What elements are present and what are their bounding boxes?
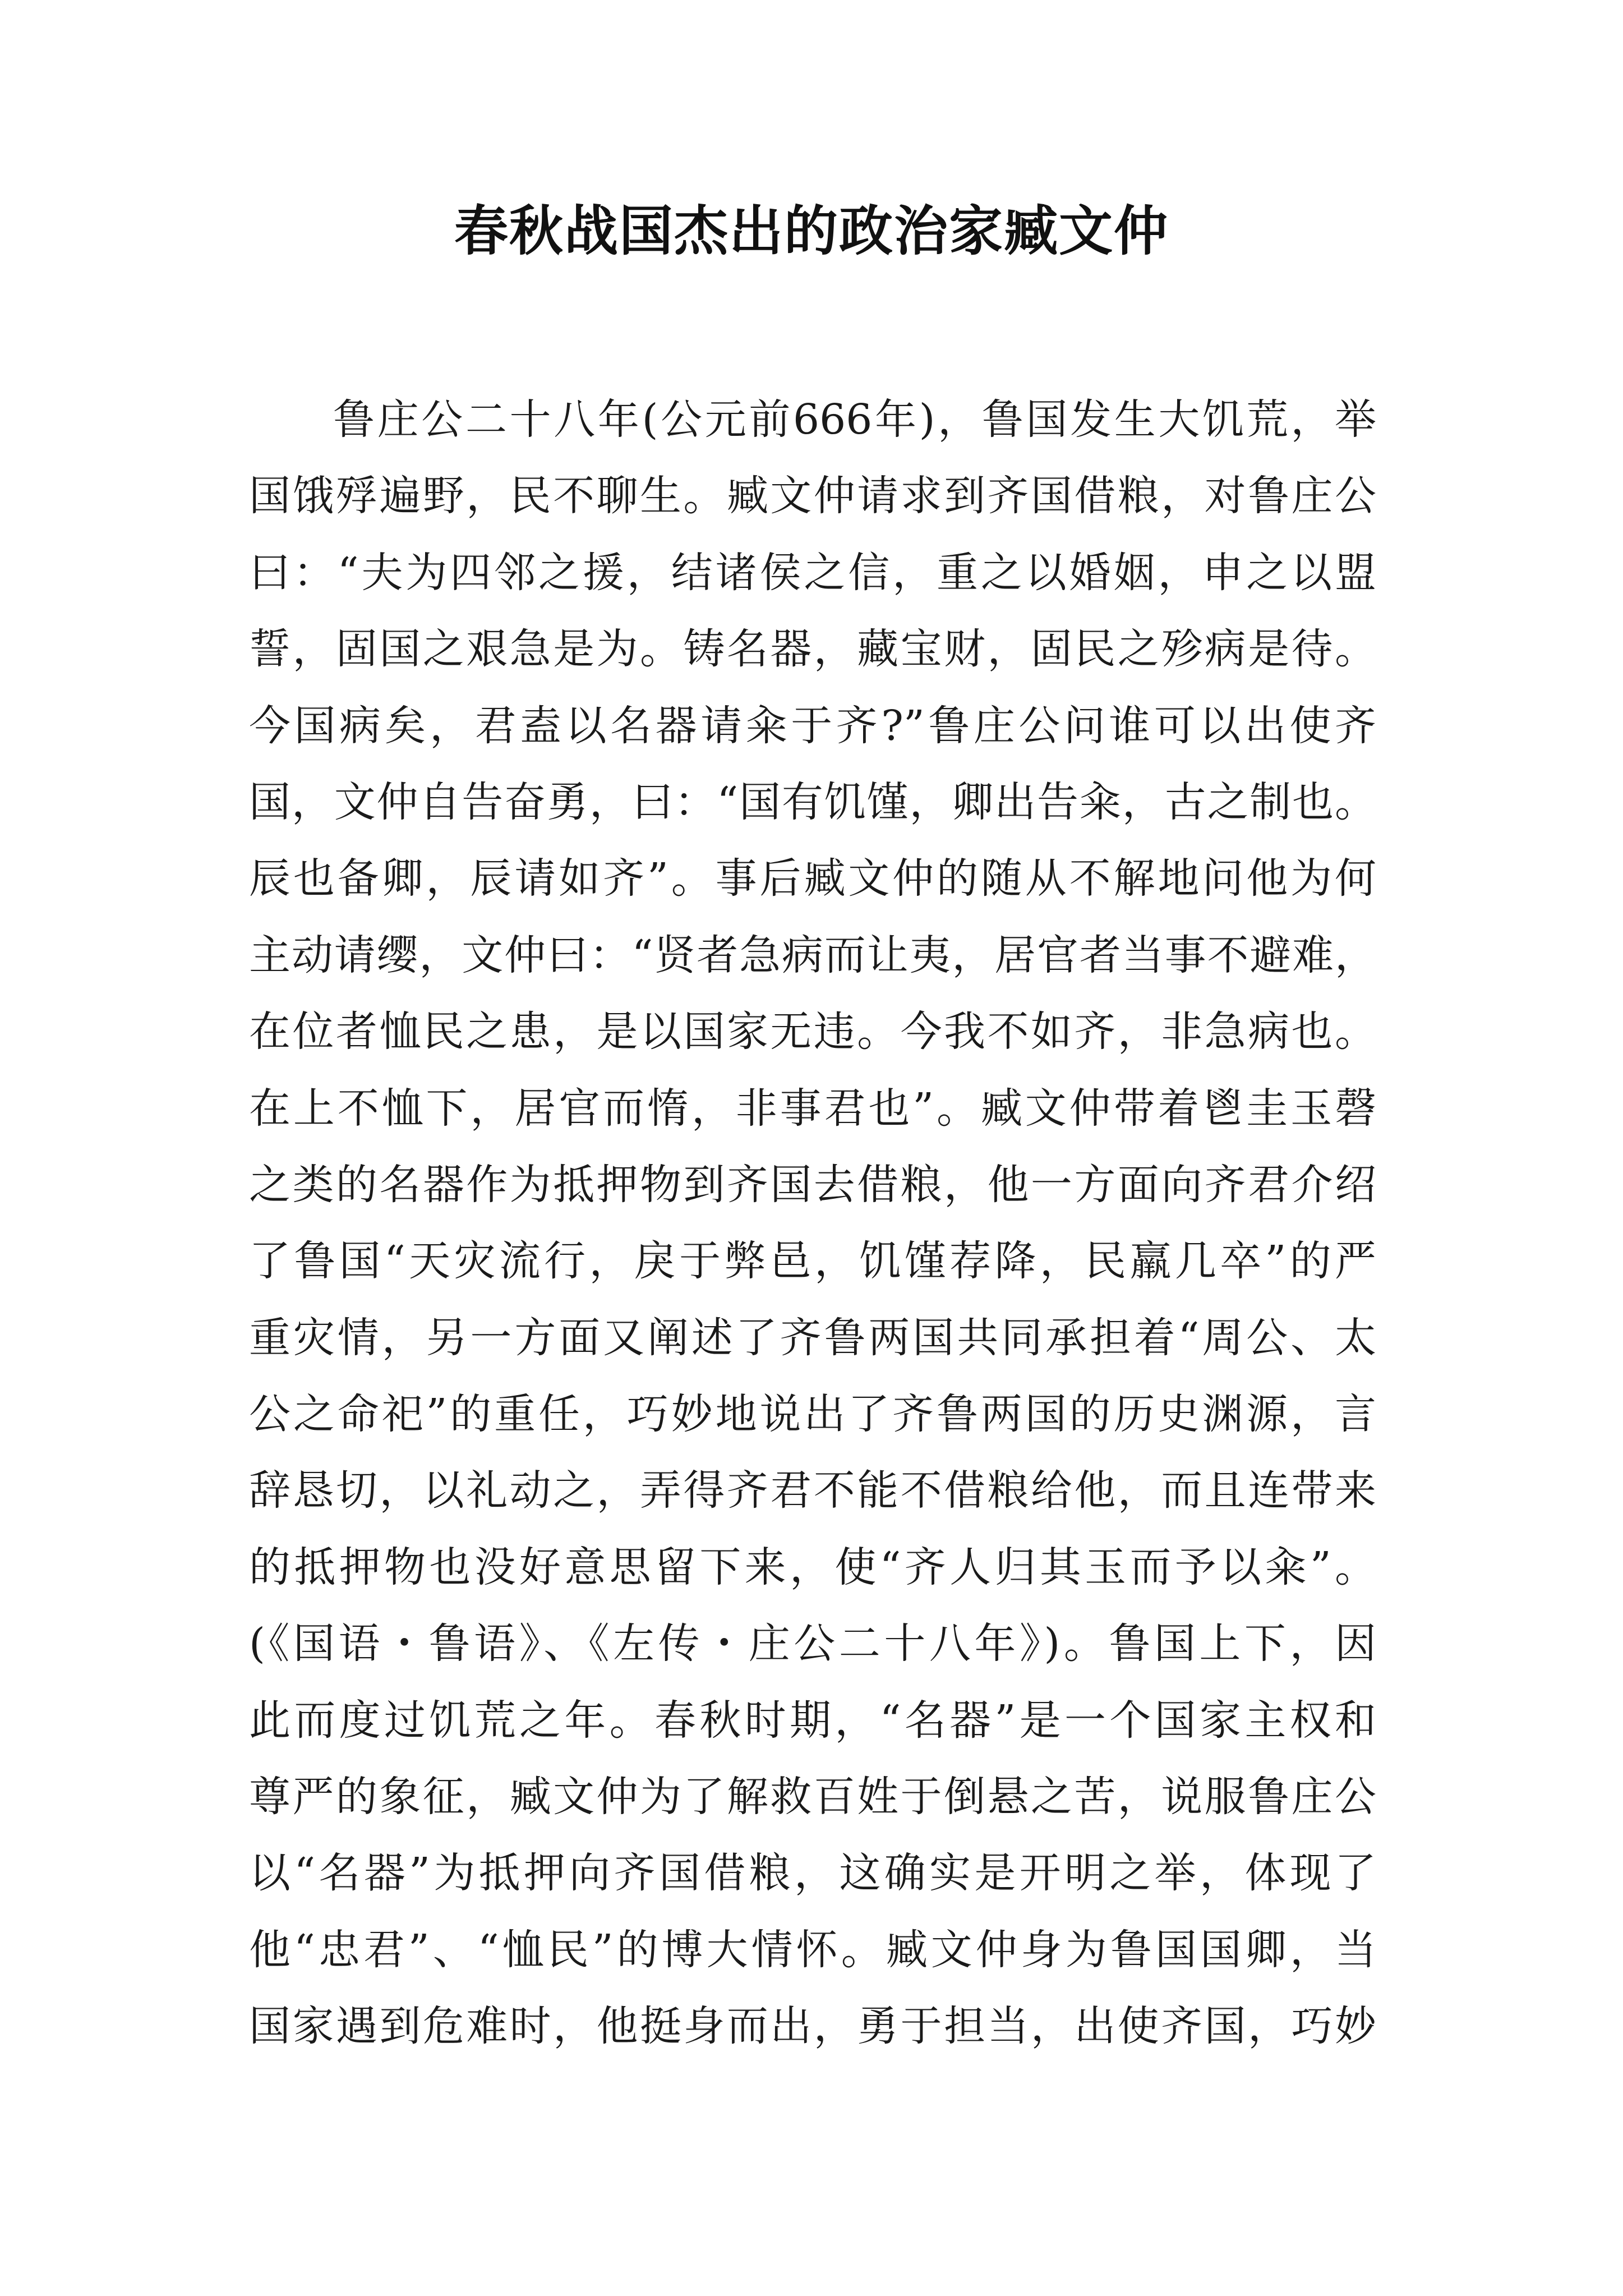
- paragraph-line: 今国病矣，君盍以名器请籴于齐?”鲁庄公问谁可以出使齐: [249, 701, 1376, 750]
- paragraph-line: 辰也备卿，辰请如齐”。事后臧文仲的随从不解地问他为何: [249, 854, 1376, 903]
- paragraph-line: 国，文仲自告奋勇，曰：“国有饥馑，卿出告籴，古之制也。: [249, 777, 1376, 826]
- paragraph-line: 辞恳切，以礼动之，弄得齐君不能不借粮给他，而且连带来: [249, 1466, 1376, 1515]
- paragraph-line: 曰：“夫为四邻之援，结诸侯之信，重之以婚姻，申之以盟: [249, 548, 1376, 597]
- paragraph-line: 公之命祀”的重任，巧妙地说出了齐鲁两国的历史渊源，言: [249, 1390, 1376, 1439]
- document-title: 春秋战国杰出的政治家臧文仲: [454, 199, 1169, 263]
- paragraph-line: 他“忠君”、“恤民”的博大情怀。臧文仲身为鲁国国卿，当: [249, 1925, 1376, 1974]
- paragraph-line: 主动请缨，文仲曰：“贤者急病而让夷，居官者当事不避难，: [249, 931, 1376, 979]
- paragraph-line: 重灾情，另一方面又阐述了齐鲁两国共同承担着“周公、太: [249, 1313, 1376, 1362]
- paragraph-line: 尊严的象征，臧文仲为了解救百姓于倒悬之苦，说服鲁庄公: [249, 1773, 1376, 1821]
- paragraph-line: (《国语・鲁语》、《左传・庄公二十八年》)。鲁国上下，因: [249, 1619, 1376, 1668]
- paragraph-line: 的抵押物也没好意思留下来，使“齐人归其玉而予以籴”。: [249, 1543, 1376, 1591]
- paragraph-line: 国家遇到危难时，他挺身而出，勇于担当，出使齐国，巧妙: [249, 2002, 1376, 2051]
- paragraph-line: 此而度过饥荒之年。春秋时期，“名器”是一个国家主权和: [249, 1696, 1376, 1745]
- paragraph-line: 国饿殍遍野，民不聊生。臧文仲请求到齐国借粮，对鲁庄公: [249, 472, 1376, 521]
- paragraph-line: 了鲁国“天灾流行，戾于弊邑，饥馑荐降，民羸几卒”的严: [249, 1237, 1376, 1286]
- article-body: [249, 381, 1376, 2065]
- paragraph-line: 在上不恤下，居官而惰，非事君也”。臧文仲带着鬯圭玉磬: [249, 1084, 1376, 1133]
- paragraph-line: 以“名器”为抵押向齐国借粮，这确实是开明之举，体现了: [249, 1849, 1376, 1898]
- paragraph-line: 鲁庄公二十八年(公元前666年)，鲁国发生大饥荒，举: [333, 395, 1376, 444]
- paragraph-line: 在位者恤民之患，是以国家无违。今我不如齐，非急病也。: [249, 1007, 1376, 1056]
- paragraph-line: 誓，固国之艰急是为。铸名器，藏宝财，固民之殄病是待。: [249, 625, 1376, 674]
- paragraph-line: 之类的名器作为抵押物到齐国去借粮，他一方面向齐君介绍: [249, 1160, 1376, 1209]
